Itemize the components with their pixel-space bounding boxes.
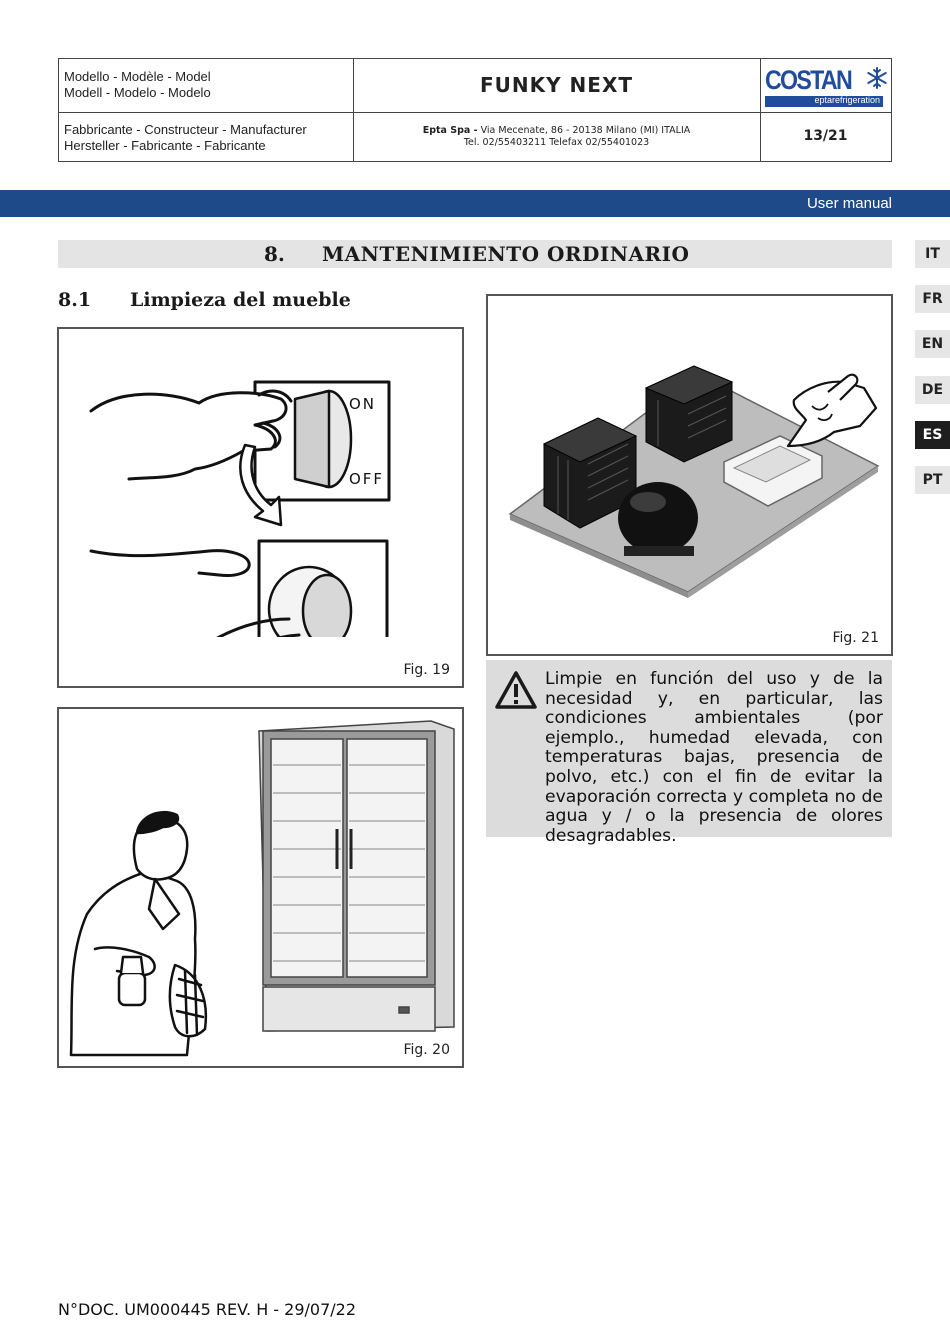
manufacturer-label-line-1: Fabbricante - Constructeur - Manufacturer [64, 122, 307, 137]
product-name: FUNKY NEXT [479, 73, 634, 97]
lang-tab-de[interactable]: DE [915, 376, 950, 404]
snowflake-icon [865, 66, 889, 90]
subsection-title: Limpieza del mueble [130, 289, 351, 311]
section-heading [58, 240, 892, 268]
document-header [58, 58, 892, 162]
subsection-number: 8.1 [58, 289, 92, 311]
condensing-unit-illustration [488, 296, 891, 654]
brand-logo [765, 63, 889, 109]
switch-off-label: OFF [349, 470, 385, 488]
figure-21 [486, 294, 893, 656]
lang-tab-en[interactable]: EN [915, 330, 950, 358]
brand-tagline: eptarefrigeration [814, 95, 880, 105]
section-number: 8. [264, 242, 285, 266]
lang-tab-pt[interactable]: PT [915, 466, 950, 494]
figure-21-caption: Fig. 21 [832, 630, 879, 646]
model-label-line-1: Modello - Modèle - Model [64, 69, 211, 84]
manufacturer-address [353, 125, 760, 149]
page-number: 13/21 [803, 128, 848, 144]
manufacturer-label-line-2: Hersteller - Fabricante - Fabricante [64, 138, 266, 153]
figure-20 [57, 707, 464, 1068]
model-label [64, 69, 211, 101]
company-phone: Tel. 02/55403211 Telefax 02/55401023 [463, 137, 650, 148]
brand-tagline-bar [765, 96, 883, 107]
brand-name: COSTAN [765, 65, 851, 95]
lang-tab-it[interactable]: IT [915, 240, 950, 268]
company-address: Via Mecenate, 86 - 20138 Milano (MI) ITALIA [477, 125, 691, 136]
manual-band [0, 190, 950, 217]
figure-19 [57, 327, 464, 688]
cleaning-illustration [59, 709, 462, 1066]
warning-text: Limpie en función del uso y de la necesidad y, en particular, las condiciones ambientales (por ejemplo., humedad elevada, con temperaturas bajas, presencia de polvo, etc.) con el fin de evitar la evaporación correcta y completa no de agua y / o la presencia de olores desagradables. [545, 669, 883, 846]
manufacturer-label [64, 122, 307, 154]
lang-tab-fr[interactable]: FR [915, 285, 950, 313]
figure-20-caption: Fig. 20 [403, 1042, 450, 1058]
figure-19-caption: Fig. 19 [403, 662, 450, 678]
manual-band-label: User manual [806, 195, 892, 212]
lang-tab-es[interactable]: ES [915, 421, 950, 449]
warning-triangle-icon [494, 670, 538, 710]
company-name: Epta Spa - [422, 125, 478, 136]
document-footer: N°DOC. UM000445 REV. H - 29/07/22 [58, 1300, 357, 1319]
model-label-line-2: Modell - Modelo - Modelo [64, 85, 211, 100]
warning-box [486, 660, 892, 846]
section-title: MANTENIMIENTO ORDINARIO [322, 242, 690, 266]
power-switch-illustration [59, 329, 462, 686]
switch-on-label: ON [349, 395, 377, 413]
